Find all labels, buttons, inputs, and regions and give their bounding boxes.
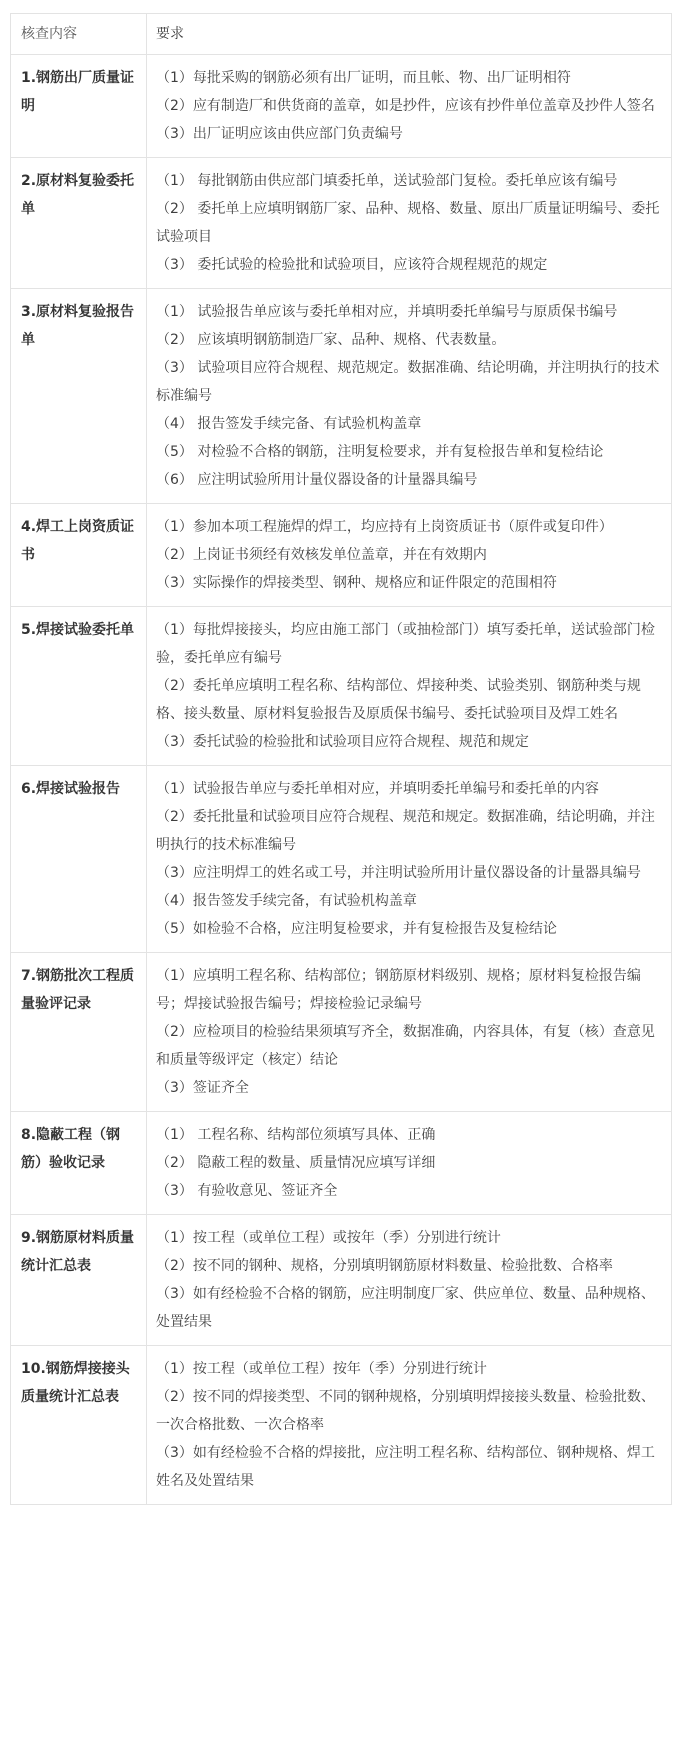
requirement-line: （3）出厂证明应该由供应部门负责编号 (156, 126, 403, 142)
requirement-line: （2） 委托单上应填明钢筋厂家、品种、规格、数量、原出厂质量证明编号、委托试验项目 (156, 201, 660, 245)
requirement-line: （1）试验报告单应与委托单相对应，并填明委托单编号和委托单的内容 (156, 781, 599, 797)
requirement-line: （2）委托批量和试验项目应符合规程、规范和规定。数据准确，结论明确，并注明执行的技术标准编号 (156, 809, 655, 853)
requirements-cell (147, 1112, 672, 1215)
requirements-cell (147, 953, 672, 1112)
requirements-cell (147, 607, 672, 766)
requirements-cell (147, 289, 672, 504)
item-cell: 9.钢筋原材料质量统计汇总表 (11, 1215, 147, 1346)
requirement-line: （4）报告签发手续完备，有试验机构盖章 (156, 893, 417, 909)
inspection-table-container (10, 13, 672, 1505)
item-cell: 5.焊接试验委托单 (11, 607, 147, 766)
requirement-line: （5） 对检验不合格的钢筋，注明复检要求，并有复检报告单和复检结论 (156, 444, 604, 460)
requirement-line: （4） 报告签发手续完备、有试验机构盖章 (156, 416, 422, 432)
requirement-line: （3）如有经检验不合格的焊接批，应注明工程名称、结构部位、钢种规格、焊工姓名及处置结果 (156, 1445, 655, 1489)
requirements-cell (147, 1346, 672, 1505)
requirement-line: （3）实际操作的焊接类型、钢种、规格应和证件限定的范围相符 (156, 575, 557, 591)
requirement-line: （2）委托单应填明工程名称、结构部位、焊接种类、试验类别、钢筋种类与规格、接头数量、原材料复验报告及原质保书编号、委托试验项目及焊工姓名 (156, 678, 641, 722)
requirement-line: （1）每批焊接接头，均应由施工部门（或抽检部门）填写委托单，送试验部门检验，委托单应有编号 (156, 622, 655, 666)
requirement-line: （2）应检项目的检验结果须填写齐全，数据准确，内容具体，有复（核）查意见和质量等级评定（核定）结论 (156, 1024, 655, 1068)
requirement-line: （3） 有验收意见、签证齐全 (156, 1183, 338, 1199)
requirement-line: （2）按不同的焊接类型、不同的钢种规格，分别填明焊接接头数量、检验批数、一次合格批数、一次合格率 (156, 1389, 655, 1433)
requirement-line: （2）上岗证书须经有效核发单位盖章，并在有效期内 (156, 547, 487, 563)
requirement-line: （1）按工程（或单位工程）或按年（季）分别进行统计 (156, 1230, 501, 1246)
table-row (11, 1346, 672, 1505)
requirement-line: （1） 工程名称、结构部位须填写具体、正确 (156, 1127, 436, 1143)
requirement-line: （2） 隐蔽工程的数量、质量情况应填写详细 (156, 1155, 436, 1171)
item-cell: 1.钢筋出厂质量证明 (11, 55, 147, 158)
requirements-cell (147, 158, 672, 289)
requirement-line: （1）每批采购的钢筋必须有出厂证明，而且帐、物、出厂证明相符 (156, 70, 571, 86)
requirement-line: （3） 委托试验的检验批和试验项目，应该符合规程规范的规定 (156, 257, 548, 273)
table-row (11, 289, 672, 504)
requirement-line: （1） 每批钢筋由供应部门填委托单，送试验部门复检。委托单应该有编号 (156, 173, 618, 189)
requirement-line: （5）如检验不合格，应注明复检要求，并有复检报告及复检结论 (156, 921, 557, 937)
requirement-line: （2） 应该填明钢筋制造厂家、品种、规格、代表数量。 (156, 332, 506, 348)
item-cell: 4.焊工上岗资质证书 (11, 504, 147, 607)
table-header-row (11, 14, 672, 55)
inspection-requirements-table (10, 13, 672, 1505)
table-row (11, 607, 672, 766)
requirement-line: （3）签证齐全 (156, 1080, 249, 1096)
item-cell: 3.原材料复验报告单 (11, 289, 147, 504)
table-row (11, 504, 672, 607)
item-cell: 10.钢筋焊接接头质量统计汇总表 (11, 1346, 147, 1505)
requirement-line: （1） 试验报告单应该与委托单相对应，并填明委托单编号与原质保书编号 (156, 304, 618, 320)
requirement-line: （1）按工程（或单位工程）按年（季）分别进行统计 (156, 1361, 487, 1377)
requirement-line: （1）参加本项工程施焊的焊工，均应持有上岗资质证书（原件或复印件） (156, 519, 613, 535)
requirement-line: （3）如有经检验不合格的钢筋，应注明制度厂家、供应单位、数量、品种规格、处置结果 (156, 1286, 655, 1330)
table-row (11, 1215, 672, 1346)
header-inspection-item: 核查内容 (11, 14, 147, 55)
requirements-cell (147, 766, 672, 953)
requirement-line: （1）应填明工程名称、结构部位；钢筋原材料级别、规格；原材料复检报告编号；焊接试验报告编号；焊接检验记录编号 (156, 968, 641, 1012)
item-cell: 2.原材料复验委托单 (11, 158, 147, 289)
requirement-line: （3）委托试验的检验批和试验项目应符合规程、规范和规定 (156, 734, 529, 750)
header-requirements: 要求 (147, 14, 672, 55)
table-row (11, 158, 672, 289)
item-cell: 7.钢筋批次工程质量验评记录 (11, 953, 147, 1112)
item-cell: 6.焊接试验报告 (11, 766, 147, 953)
requirements-cell (147, 55, 672, 158)
table-row (11, 766, 672, 953)
requirements-cell (147, 504, 672, 607)
table-row (11, 953, 672, 1112)
requirement-line: （3） 试验项目应符合规程、规范规定。数据准确、结论明确，并注明执行的技术标准编号 (156, 360, 660, 404)
item-cell: 8.隐蔽工程（钢筋）验收记录 (11, 1112, 147, 1215)
table-row (11, 55, 672, 158)
requirement-line: （2）应有制造厂和供货商的盖章，如是抄件，应该有抄件单位盖章及抄件人签名 (156, 98, 655, 114)
requirement-line: （2）按不同的钢种、规格，分别填明钢筋原材料数量、检验批数、合格率 (156, 1258, 613, 1274)
requirement-line: （3）应注明焊工的姓名或工号，并注明试验所用计量仪器设备的计量器具编号 (156, 865, 641, 881)
requirement-line: （6） 应注明试验所用计量仪器设备的计量器具编号 (156, 472, 478, 488)
requirements-cell (147, 1215, 672, 1346)
table-row (11, 1112, 672, 1215)
